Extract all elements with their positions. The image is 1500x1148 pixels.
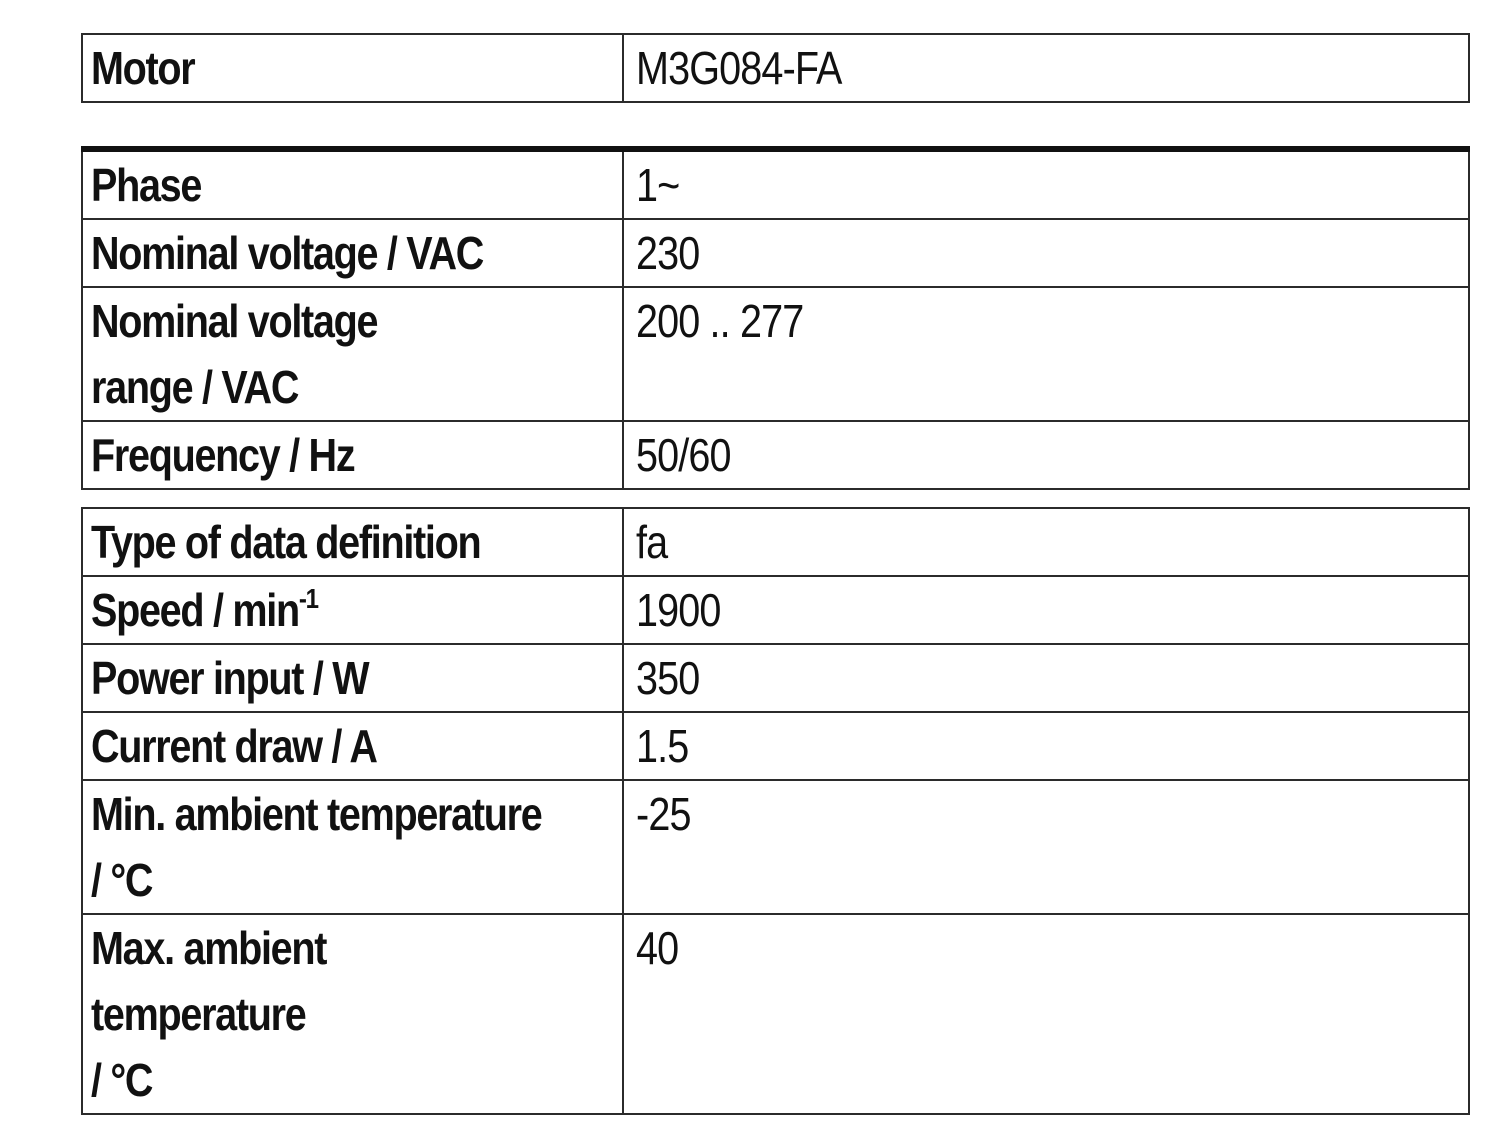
data-definition-value: fa xyxy=(623,508,1469,576)
table-row xyxy=(82,508,1469,576)
table-row xyxy=(82,576,1469,644)
phase-value: 1~ xyxy=(623,149,1469,219)
min-ambient-temperature-value: -25 xyxy=(623,780,1469,914)
table-row xyxy=(82,287,1469,421)
speed-label: Speed / $\min^{-1}$ xyxy=(82,576,623,644)
nominal-voltage-value: 230 xyxy=(623,219,1469,287)
motor-label: Motor xyxy=(82,34,623,102)
electrical-table xyxy=(81,146,1470,490)
frequency-label: Frequency / Hz xyxy=(82,421,623,489)
table-row xyxy=(82,421,1469,489)
table-row xyxy=(82,914,1469,1114)
table-row xyxy=(82,644,1469,712)
table-row xyxy=(82,780,1469,914)
max-ambient-temperature-label: Max. ambient temperature / °C xyxy=(82,914,623,1114)
table-row xyxy=(82,219,1469,287)
power-input-label: Power input / W xyxy=(82,644,623,712)
phase-label: Phase xyxy=(82,149,623,219)
current-draw-label: Current draw / A xyxy=(82,712,623,780)
current-draw-value: 1.5 xyxy=(623,712,1469,780)
data-definition-label: Type of data definition xyxy=(82,508,623,576)
table-row xyxy=(82,34,1469,102)
speed-value: 1900 xyxy=(623,576,1469,644)
max-ambient-temperature-value: 40 xyxy=(623,914,1469,1114)
nominal-voltage-range-value: 200 .. 277 xyxy=(623,287,1469,421)
motor-table xyxy=(81,33,1470,103)
performance-table xyxy=(81,507,1470,1115)
frequency-value: 50/60 xyxy=(623,421,1469,489)
table-row xyxy=(82,149,1469,219)
motor-value: M3G084-FA xyxy=(623,34,1469,102)
power-input-value: 350 xyxy=(623,644,1469,712)
speed-unit-exponent: -1 xyxy=(298,583,318,614)
min-ambient-temperature-label: Min. ambient temperature / °C xyxy=(82,780,623,914)
nominal-voltage-range-label: Nominal voltage range / VAC xyxy=(82,287,623,421)
table-row xyxy=(82,712,1469,780)
nominal-voltage-label: Nominal voltage / VAC xyxy=(82,219,623,287)
